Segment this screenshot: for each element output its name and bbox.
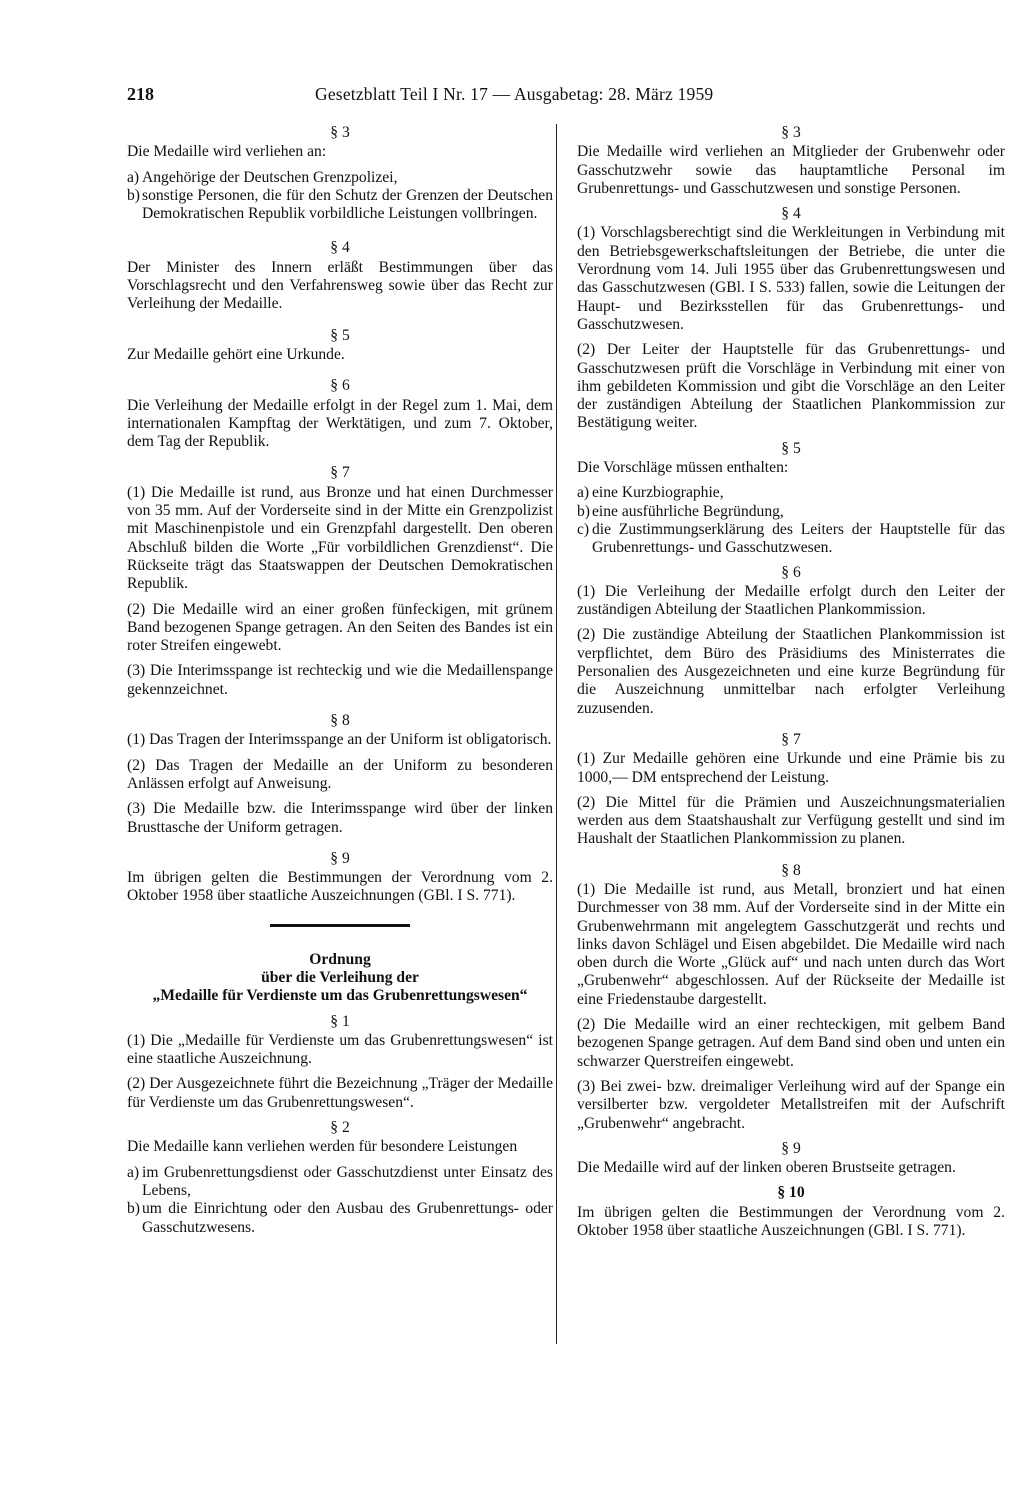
list-item	[577, 503, 1005, 521]
section-heading: § 3	[781, 124, 801, 141]
list-item-text: die Zustimmungserklärung des Leiters der Hauptstelle für das Grubenrettungs- und Gasschutzwesen.	[592, 520, 1005, 557]
section-heading: § 2	[330, 1119, 350, 1137]
section-heading: § 6	[781, 563, 801, 581]
paragraph: (2) Die Mittel für die Prämien und Auszeichnungsmaterialien werden aus dem Staatshaushalt zur Verfügung gestellt und sind im Haushalt der Staatlichen Plankommission zu planen.	[577, 793, 1005, 848]
section-heading: § 5	[781, 439, 801, 457]
ordnung-heading	[127, 951, 553, 1006]
section-heading: § 1	[330, 1012, 350, 1030]
paragraph: (2) Die Medaille wird an einer großen fünfeckigen, mit grünem Band bezogenen Spange getragen. An den Seiten des Bandes ist ein roter Streifen eingewebt.	[127, 600, 553, 655]
page-number: 218	[127, 84, 154, 104]
paragraph: (1) Die Medaille ist rund, aus Bronze und hat einen Durchmesser von 35 mm. Auf der Vorderseite sind in der Mitte ein Grenzpolizist mit Maschinenpistole und ein Grenzpfahl dargestellt. Den oberen Abschluß bilden die Worte „Für vorbildlichen Grenzdienst“. Die Rückseite trägt das Staatswappen der Deutschen Demokratischen Republik.	[127, 483, 553, 593]
paragraph: Die Medaille kann verliehen werden für besondere Leistungen	[127, 1138, 518, 1156]
list-item	[577, 484, 1005, 502]
paragraph: Die Medaille wird auf der linken oberen Brustseite getragen.	[577, 1159, 956, 1177]
list-item-text: im Grubenrettungsdienst oder Gasschutzdienst unter Einsatz des Lebens,	[142, 1163, 553, 1199]
list-item	[127, 169, 553, 187]
list-item-text: um die Einrichtung oder den Ausbau des Grubenrettungs- oder Gasschutzwesens.	[142, 1200, 553, 1236]
list-marker: c)	[577, 520, 590, 538]
heading-line: Ordnung	[309, 950, 371, 968]
paragraph: (1) Die Medaille ist rund, aus Metall, bronziert und hat einen Durchmesser von 38 mm. Auf der Vorderseite sind in der Mitte ein Grubenwehrmann mit angelegtem Gasschutzgerät und rechts und links davon Schlägel und Eisen abgebildet. Die Medaille wird nach oben durch die Worte „Glück auf“ und nach unten durch das Wort „Grubenwehr“ abgeschlossen. Auf der Rückseite der Medaille ist eine Friedenstaube dargestellt.	[577, 880, 1005, 1008]
paragraph: (3) Bei zwei- bzw. dreimaliger Verleihung wird auf der Spange ein versilberter bzw. vergoldeter Metallstreifen mit der Aufschrift „Grubenwehr“ angebracht.	[577, 1077, 1005, 1132]
right-column	[577, 124, 1005, 1247]
section-heading: § 3	[330, 124, 350, 141]
paragraph: (1) Das Tragen der Interimsspange an der Uniform ist obligatorisch.	[127, 731, 552, 749]
list-item-text: eine Kurzbiographie,	[592, 484, 724, 502]
list-marker: a)	[127, 1163, 140, 1181]
list-item-text: eine ausführliche Begründung,	[592, 502, 784, 520]
section-heading: § 9	[781, 1139, 801, 1157]
paragraph: Die Vorschläge müssen enthalten:	[577, 459, 789, 477]
section-heading: § 6	[330, 377, 350, 395]
paragraph: (1) Die „Medaille für Verdienste um das Grubenrettungswesen“ ist eine staatliche Auszeichnung.	[127, 1031, 553, 1068]
section-heading: § 7	[330, 464, 350, 482]
page-header	[127, 82, 953, 108]
list-marker: b)	[127, 1200, 140, 1218]
paragraph: (2) Der Ausgezeichnete führt die Bezeichnung „Träger der Medaille für Verdienste um das Grubenrettungswesen“.	[127, 1075, 553, 1111]
list-item-text: sonstige Personen, die für den Schutz der Grenzen der Deutschen Demokratischen Republik vorbildliche Leistungen vollbringen.	[142, 186, 553, 223]
header-title: Gesetzblatt Teil I Nr. 17 — Ausgabetag: 28. März 1959	[315, 84, 714, 104]
paragraph: Zur Medaille gehört eine Urkunde.	[127, 345, 345, 363]
list-item-text: Angehörige der Deutschen Grenzpolizei,	[142, 168, 398, 186]
paragraph: (3) Die Interimsspange ist rechteckig und wie die Medaillenspange gekennzeichnet.	[127, 662, 553, 698]
section-heading: § 10	[777, 1184, 805, 1202]
list-marker: b)	[577, 502, 590, 520]
list-item	[127, 187, 553, 224]
paragraph: Im übrigen gelten die Bestimmungen der Verordnung vom 2. Oktober 1958 über staatliche Auszeichnungen (GBl. I S. 771).	[127, 869, 553, 905]
paragraph: (2) Die zuständige Abteilung der Staatlichen Plankommission ist verpflichtet, dem Büro des Präsidiums des Ministerrates die Personalien des Ausgezeichneten und eine kurze Begründung für die Auszeichnung unmittelbar nach erfolgter Verleihung zuzusenden.	[577, 626, 1005, 717]
paragraph: (2) Der Leiter der Hauptstelle für das Grubenrettungs- und Gasschutzwesen prüft die Vorschläge in Verbindung mit einer von ihm gebildeten Kommission und gibt die Vorschläge an den Leiter der zuständigen Abteilung der Staatlichen Plankommission zur Bestätigung weiter.	[577, 341, 1005, 432]
section-heading: § 5	[330, 326, 350, 344]
list-item	[127, 1200, 553, 1237]
heading-line: „Medaille für Verdienste um das Grubenrettungswesen“	[152, 987, 528, 1005]
section-heading: § 4	[330, 239, 350, 257]
section-heading: § 8	[781, 861, 801, 879]
column-divider	[556, 124, 557, 1344]
paragraph: (2) Das Tragen der Medaille an der Uniform zu besonderen Anlässen erfolgt auf Anweisung.	[127, 756, 553, 792]
left-column	[127, 124, 553, 1237]
list-item	[127, 1164, 553, 1201]
paragraph: Die Verleihung der Medaille erfolgt in der Regel zum 1. Mai, dem internationalen Kampftag der Werktätigen, und zum 7. Oktober, dem Tag der Republik.	[127, 396, 553, 451]
list-marker: a)	[127, 168, 140, 186]
paragraph: (2) Die Medaille wird an einer rechteckigen, mit gelbem Band bezogenen Spange getragen. Auf dem Band sind oben und unten ein schwarzer Querstreifen eingewebt.	[577, 1016, 1005, 1070]
paragraph: (1) Vorschlagsberechtigt sind die Werkleitungen in Verbindung mit den Betriebsgewerkschaftsleitungen der Betriebe, die unter die Verordnung vom 14. Juli 1955 über das Grubenrettungswesen und das Gasschutzwesen (GBl. I S. 533) fallen, sowie die Leitungen der Haupt- und Bezirksstellen für das Grubenrettungs- und Gasschutzwesen.	[577, 224, 1005, 333]
paragraph: Im übrigen gelten die Bestimmungen der Verordnung vom 2. Oktober 1958 über staatliche Auszeichnungen (GBl. I S. 771).	[577, 1203, 1005, 1240]
section-heading: § 7	[781, 730, 801, 748]
paragraph: (1) Zur Medaille gehören eine Urkunde und eine Prämie bis zu 1000,— DM entsprechend der Leistung.	[577, 750, 1005, 786]
paragraph: (1) Die Verleihung der Medaille erfolgt durch den Leiter der zuständigen Abteilung der Staatlichen Plankommission.	[577, 582, 1005, 619]
section-heading: § 4	[781, 205, 801, 223]
separator-rule	[270, 924, 410, 927]
section-heading: § 9	[330, 849, 350, 867]
list-marker: b)	[127, 186, 140, 204]
paragraph: Der Minister des Innern erläßt Bestimmungen über das Vorschlagsrecht und den Verfahrensweg sowie über das Recht zur Verleihung der Medaille.	[127, 258, 553, 313]
heading-line: über die Verleihung der	[261, 968, 419, 986]
paragraph: (3) Die Medaille bzw. die Interimsspange wird über der linken Brusttasche der Uniform getragen.	[127, 800, 553, 836]
paragraph: Die Medaille wird verliehen an Mitglieder der Grubenwehr oder Gasschutzwehr sowie das hauptamtliche Personal im Grubenrettungs- und Gasschutzwesen und sonstige Personen.	[577, 143, 1005, 197]
section-heading: § 8	[330, 712, 350, 730]
paragraph: Die Medaille wird verliehen an:	[127, 143, 327, 161]
list-marker: a)	[577, 484, 590, 502]
list-item	[577, 521, 1005, 558]
